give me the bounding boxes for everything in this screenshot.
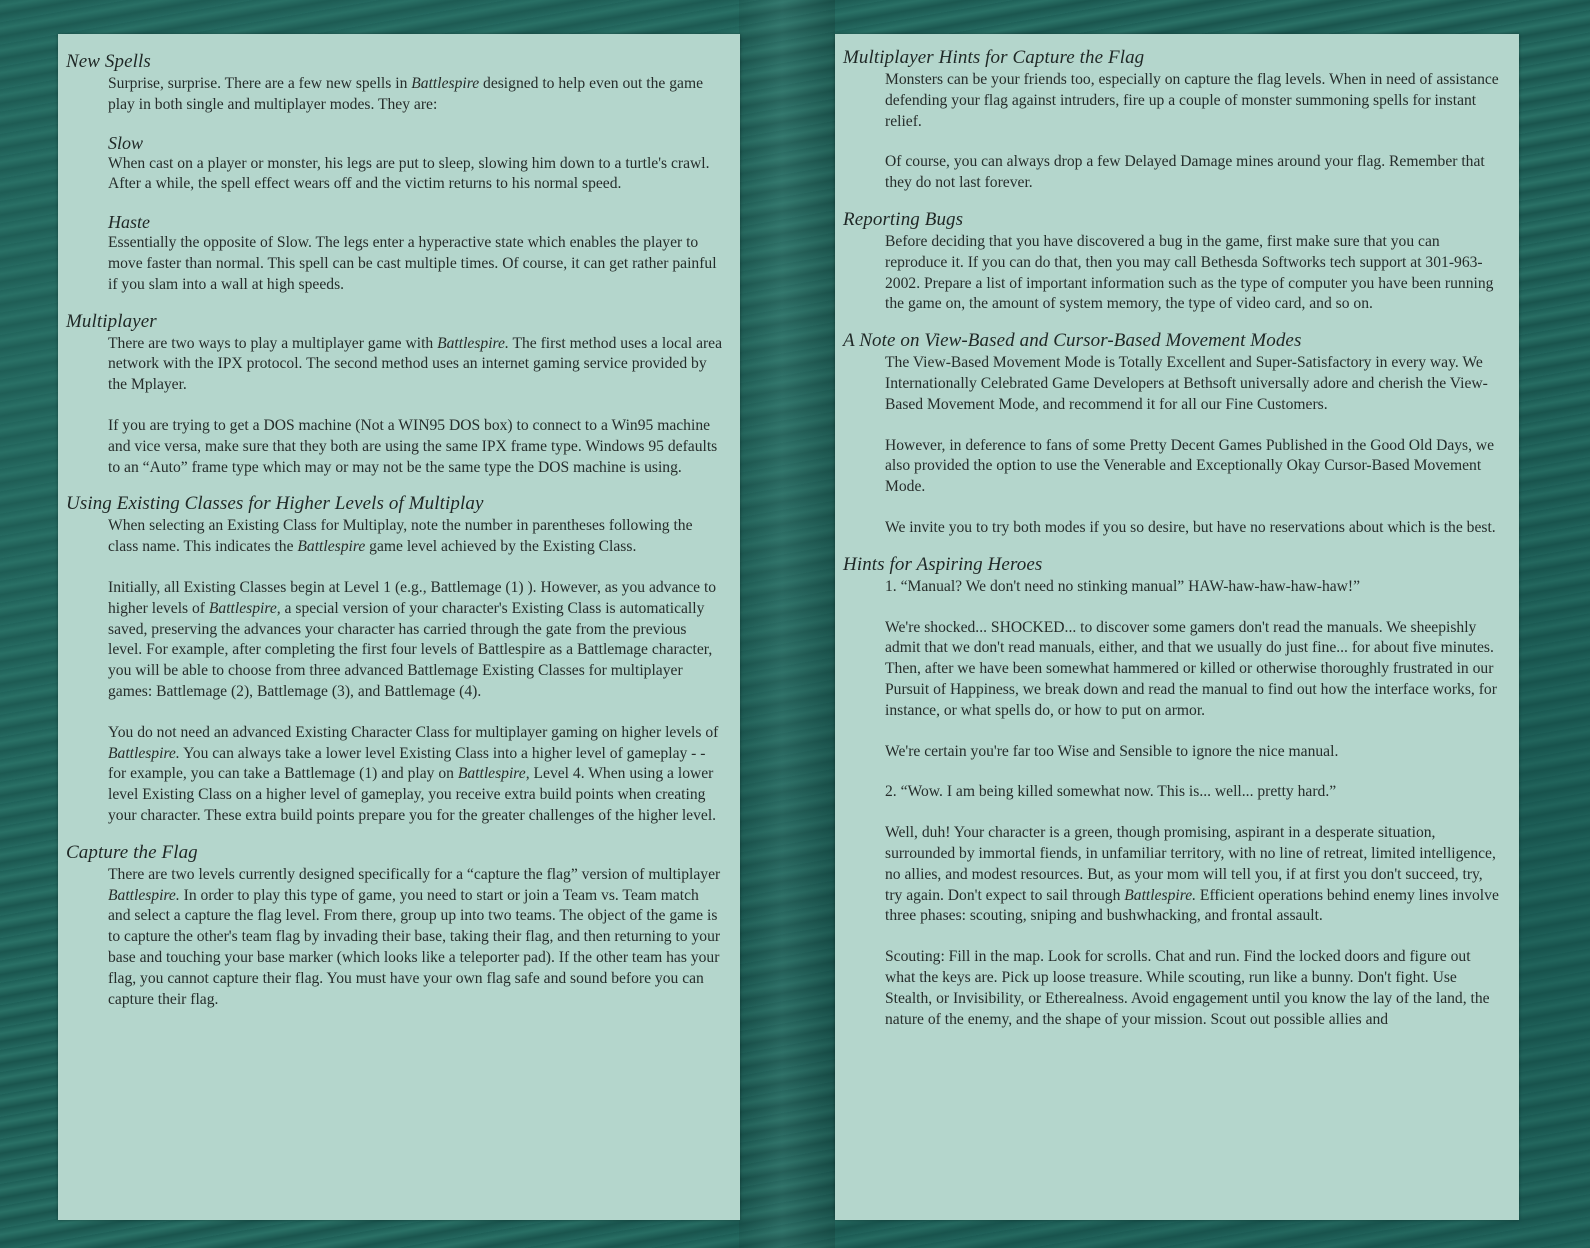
heroes-para-2: We're shocked... SHOCKED... to discover some gamers don't read the manuals. We sheepishly admit that we don't read manuals, either, and that we usually do just fine... for about five minutes. Then, after we have been somewhat hammered or killed or otherwise thoroughly frustrated in our Pursuit of Happiness, we break down and read the manual to find out how the interface works, for instance, or what spells do, or how to put on armor.: [885, 618, 1497, 719]
haste-text: Essentially the opposite of Slow. The legs enter a hyperactive state which enables the player to move faster than normal. This spell can be cast multiple times. Of course, it can get rather painful if you slam into a wall at high speeds.: [108, 234, 717, 293]
existing-classes-para-2: [108, 578, 724, 703]
text: There are two levels currently designed specifically for a “capture the flag” version of multiplayer: [108, 865, 721, 883]
game-title: Battlespire,: [457, 765, 530, 783]
text: In order to play this type of game, you need to start or join a Team vs. Team match and select a capture the flag level. From there, group up into two teams. The object of the game is to capture the other's team flag by invading their base, taking their flag, and then returning to your base and touching your base marker (which looks like a teleporter pad). If the other team has your flag, you cannot capture their flag. You must have your own flag safe and sound before you can capture their flag.: [108, 886, 721, 1008]
multiplayer-para-2: If you are trying to get a DOS machine (Not a WIN95 DOS box) to connect to a Win95 machine and vice versa, make sure that they both are using the same IPX frame type. Windows 95 defaults to an “Auto” frame type which may or may not be the same type the DOS machine is using.: [108, 416, 718, 476]
heading-capture-flag: Capture the Flag: [66, 841, 198, 863]
game-title: Battlespire.: [108, 744, 180, 762]
heroes-para-5: [885, 823, 1503, 927]
text: Well, duh! Your character is a green, though promising, aspirant in a desperate situation, surrounded by immortal fiends, in unfamiliar territory, with no line of retreat, limited intelligence, no allies, and modest resources. But, as your mom will tell you, if at first you don't succeed, try, try again. Don't expect to sail through: [885, 824, 1496, 904]
existing-classes-para-1: [108, 516, 724, 558]
movement-para-3: We invite you to try both modes if you so desire, but have no reservations about which is the best.: [885, 518, 1496, 536]
heroes-para-3: We're certain you're far too Wise and Sensible to ignore the nice manual.: [885, 742, 1339, 760]
section-multiplayer: [66, 310, 724, 479]
section-mp-hints: [843, 46, 1503, 194]
text: game level achieved by the Existing Class.: [365, 538, 637, 556]
game-title: Battlespire: [297, 538, 366, 556]
text: When selecting an Existing Class for Multiplay, note the number in parentheses following the class name. This indicates the: [108, 517, 693, 556]
text: Surprise, surprise. There are a few new spells in: [108, 75, 412, 92]
text: Initially, all Existing Classes begin at Level 1 (e.g., Battlemage (1) ). However, as you advance to higher levels of: [108, 578, 717, 617]
text: You can always take a lower level Existing Class into a higher level of gameplay - - for example, you can take a Battlemage (1) and play on: [108, 744, 706, 783]
game-title: Battlespire,: [208, 599, 281, 617]
section-heroes: [843, 553, 1503, 1031]
heroes-para-1: 1. “Manual? We don't need no stinking manual” HAW-haw-haw-haw-haw!”: [885, 577, 1361, 595]
section-capture-flag: [66, 841, 724, 1011]
heading-existing-classes: Using Existing Classes for Higher Levels of Multiplay: [66, 493, 484, 515]
section-movement: [843, 329, 1503, 539]
heading-slow: Slow: [108, 132, 144, 153]
heading-haste: Haste: [108, 212, 150, 233]
existing-classes-para-3: [108, 723, 724, 827]
game-title: Battlespire.: [437, 334, 509, 352]
text: Efficient operations behind enemy lines involve three phases: scouting, sniping and bushwhacking, and frontal assault.: [885, 886, 1499, 925]
text: Level 4. When using a lower level Existing Class on a higher level of gameplay, you receive extra build points when creating your character. These extra build points prepare you for the greater challenges of the higher level.: [108, 765, 717, 824]
mp-hints-para-1: Monsters can be your friends too, especially on capture the flag levels. When in need of assistance defending your flag against intruders, fire up a couple of monster summoning spells for instant relief.: [885, 71, 1499, 130]
book-spine: [739, 0, 835, 1248]
heading-new-spells: New Spells: [66, 51, 151, 72]
heading-mp-hints: Multiplayer Hints for Capture the Flag: [843, 47, 1145, 68]
heading-bugs: Reporting Bugs: [843, 208, 964, 230]
game-title: Battlespire.: [1124, 886, 1197, 904]
text: You do not need an advanced Existing Character Class for multiplayer gaming on higher levels of: [108, 723, 719, 741]
bugs-para-1: Before deciding that you have discovered a bug in the game, first make sure that you can reproduce it. If you can do that, then you may call Bethesda Softworks tech support at 301-963-2002. Prepare a list of important information such as the type of computer you have been running the game on, the amount of system memory, the type of video card, and so on.: [885, 232, 1494, 313]
game-title: Battlespire.: [108, 886, 180, 904]
right-page: [835, 34, 1519, 1220]
text: There are two ways to play a multiplayer game with: [108, 334, 438, 352]
heading-multiplayer: Multiplayer: [66, 310, 157, 332]
movement-para-2: However, in deference to fans of some Pretty Decent Games Published in the Good Old Days, we also provided the option to use the Venerable and Exceptionally Okay Cursor-Based Movement Mode.: [885, 436, 1495, 496]
mp-hints-para-2: Of course, you can always drop a few Delayed Damage mines around your flag. Remember that they do not last forever.: [885, 153, 1485, 192]
text: The first method uses a local area network with the IPX protocol. The second method uses an internet gaming service provided by the Mplayer.: [108, 334, 723, 394]
left-page: [58, 34, 740, 1220]
heroes-para-4: 2. “Wow. I am being killed somewhat now. This is... well... pretty hard.”: [885, 783, 1337, 801]
heading-heroes: Hints for Aspiring Heroes: [843, 553, 1043, 575]
multiplayer-para-1: [108, 334, 724, 396]
section-existing-classes: [66, 492, 724, 826]
text: a special version of your character's Existing Class is automatically saved, preserving the advances your character has carried through the gate from the previous level. For example, after completing the first four levels of Battlespire as a Battlemage character, you will be able to choose from three advanced Battlemage Existing Classes for multiplayer games: Battlemage (2), Battlemage (3), and Battlemage (4).: [108, 599, 713, 700]
slow-text: When cast on a player or monster, his legs are put to sleep, slowing him down to a turtle's crawl. After a while, the spell effect wears off and the victim returns to his normal speed.: [108, 154, 710, 193]
game-title: Battlespire: [411, 75, 480, 92]
section-new-spells: [66, 50, 724, 296]
heroes-para-6: Scouting: Fill in the map. Look for scrolls. Chat and run. Find the locked doors and figure out what the keys are. Pick up loose treasure. While scouting, run like a bunny. Don't fight. Use Stealth, or Invisibility, or Etherealness. Avoid engagement until you know the lay of the land, the nature of the enemy, and the shape of your mission. Scout out possible allies and: [885, 948, 1490, 1028]
subsection-haste: [66, 211, 724, 295]
heading-movement: A Note on View-Based and Cursor-Based Movement Modes: [843, 330, 1302, 352]
subsection-slow: [66, 132, 724, 196]
movement-para-1: The View-Based Movement Mode is Totally Excellent and Super-Satisfactory in every way. We Internationally Celebrated Game Developers at Bethsoft universally adore and cherish the View-Based Movement Mode, and recommend it for all our Fine Customers.: [885, 354, 1488, 413]
new-spells-intro: [108, 74, 724, 116]
text: designed to help even out the game play in both single and multiplayer modes. They are:: [108, 75, 704, 113]
capture-flag-para-1: [108, 865, 724, 1011]
section-bugs: [843, 208, 1503, 315]
